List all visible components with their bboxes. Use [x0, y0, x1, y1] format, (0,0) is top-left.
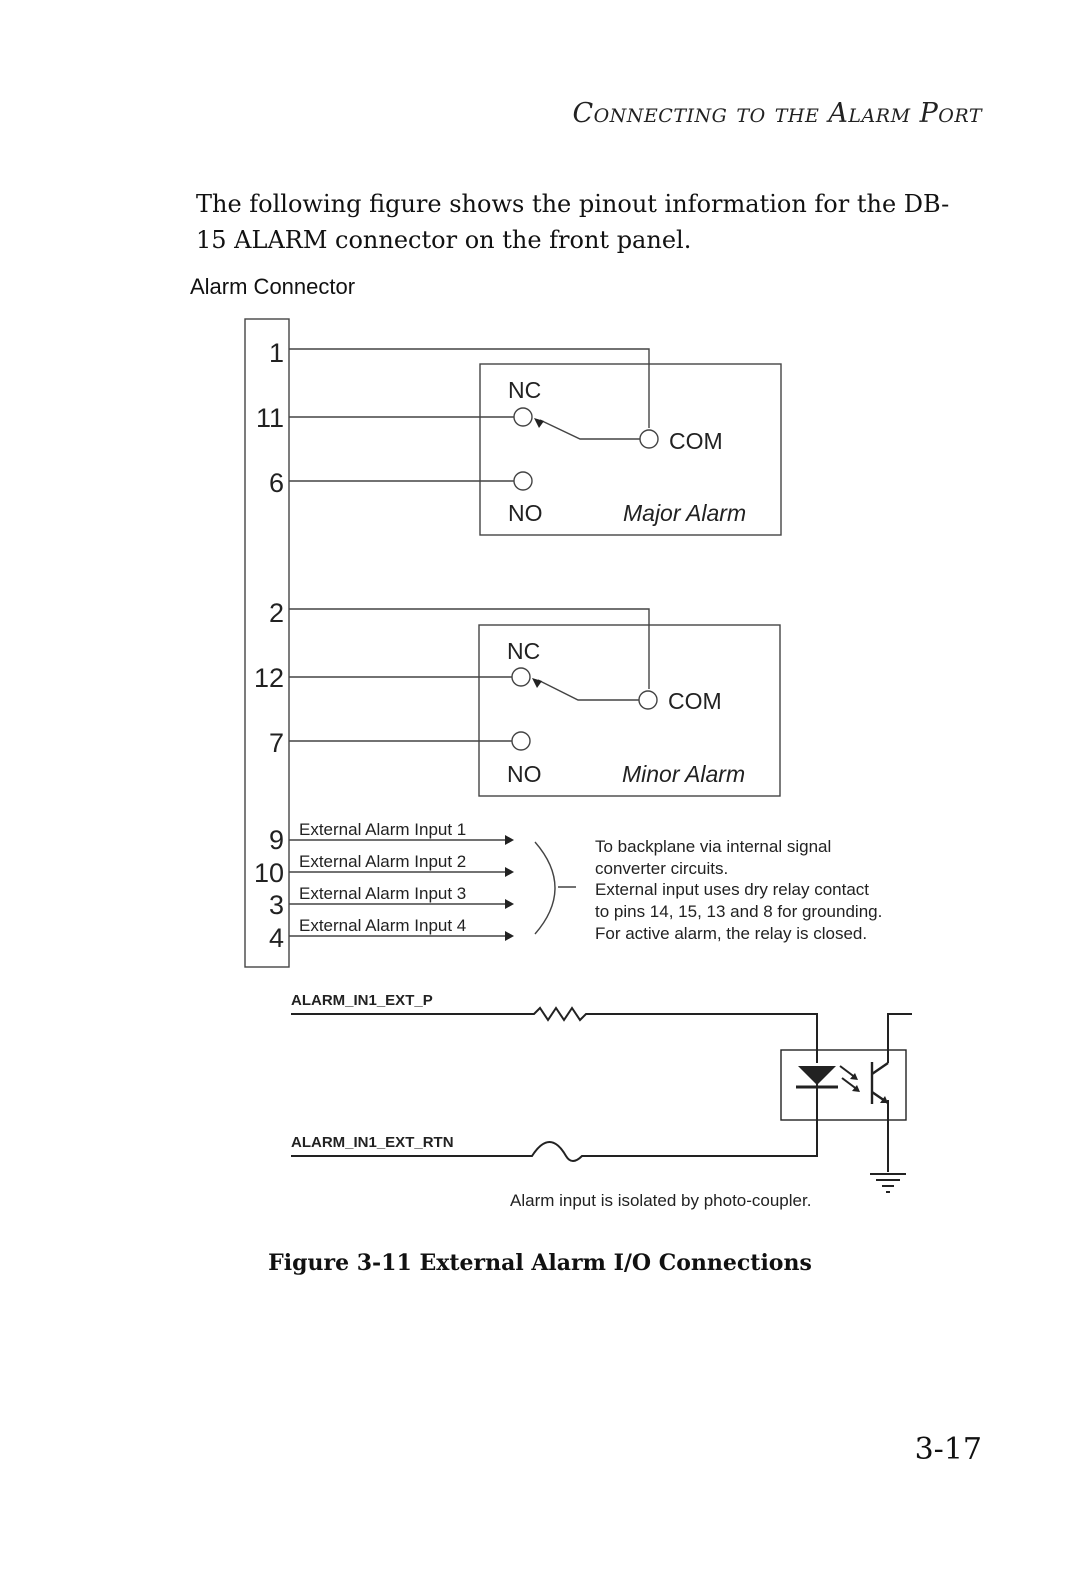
major-nc-contact — [514, 408, 532, 426]
pin-label: 4 — [268, 923, 284, 953]
input-label: External Alarm Input 2 — [299, 852, 467, 871]
major-switch-arm — [540, 420, 640, 439]
intro-paragraph: The following figure shows the pinout information for the DB-15 ALARM connector on the front panel. — [196, 190, 950, 254]
minor-no-label: NO — [507, 761, 542, 787]
major-nc-label: NC — [508, 377, 542, 403]
pin-label: 1 — [268, 338, 284, 368]
figure-title: Alarm Connector — [190, 274, 356, 299]
input-label: External Alarm Input 3 — [299, 884, 467, 903]
note-line: External input uses dry relay contact — [595, 880, 870, 899]
signal-p-wire — [291, 1008, 817, 1063]
coupler-note: Alarm input is isolated by photo-coupler. — [510, 1191, 812, 1210]
major-switch-arrowhead — [534, 418, 544, 428]
pin-label: 10 — [253, 858, 284, 888]
note-line: converter circuits. — [595, 859, 729, 878]
input4-arrowhead — [505, 931, 514, 941]
collector-wire — [888, 1014, 912, 1063]
ground-icon — [870, 1174, 906, 1192]
minor-switch-arrowhead — [532, 678, 542, 688]
minor-nc-label: NC — [507, 638, 541, 664]
major-com-label: COM — [669, 428, 723, 454]
figure-caption: Figure 3-11 External Alarm I/O Connections — [268, 1250, 812, 1276]
minor-nc-contact — [512, 668, 530, 686]
minor-alarm-label: Minor Alarm — [622, 761, 746, 787]
major-alarm-label: Major Alarm — [623, 500, 747, 526]
led-icon — [796, 1066, 860, 1092]
pin-label: 9 — [268, 825, 284, 855]
signal-rtn-label: ALARM_IN1_EXT_RTN — [291, 1134, 454, 1151]
pin-label: 2 — [268, 598, 284, 628]
pin-label: 12 — [253, 663, 284, 693]
pin-label: 11 — [255, 403, 284, 433]
input-brace — [535, 842, 555, 934]
input3-arrowhead — [505, 899, 514, 909]
input2-arrowhead — [505, 867, 514, 877]
minor-com-label: COM — [668, 688, 722, 714]
major-no-label: NO — [508, 500, 543, 526]
input-label: External Alarm Input 1 — [299, 820, 467, 839]
major-com-contact — [640, 430, 658, 448]
signal-p-label: ALARM_IN1_EXT_P — [291, 992, 433, 1009]
pin-label: 6 — [268, 468, 284, 498]
input-label: External Alarm Input 4 — [299, 916, 467, 935]
minor-switch-arm — [538, 680, 639, 700]
note-line: To backplane via internal signal — [595, 837, 832, 856]
pin-label: 7 — [268, 728, 284, 758]
major-no-contact — [514, 472, 532, 490]
page-number: 3-17 — [914, 1432, 982, 1467]
minor-com-contact — [639, 691, 657, 709]
input1-arrowhead — [505, 835, 514, 845]
note-line: For active alarm, the relay is closed. — [595, 924, 868, 943]
wire-pin1-com — [289, 349, 649, 428]
pin-label: 3 — [268, 890, 284, 920]
minor-no-contact — [512, 732, 530, 750]
running-header: Connecting to the Alarm Port — [572, 98, 982, 129]
note-line: to pins 14, 15, 13 and 8 for grounding. — [595, 902, 883, 921]
